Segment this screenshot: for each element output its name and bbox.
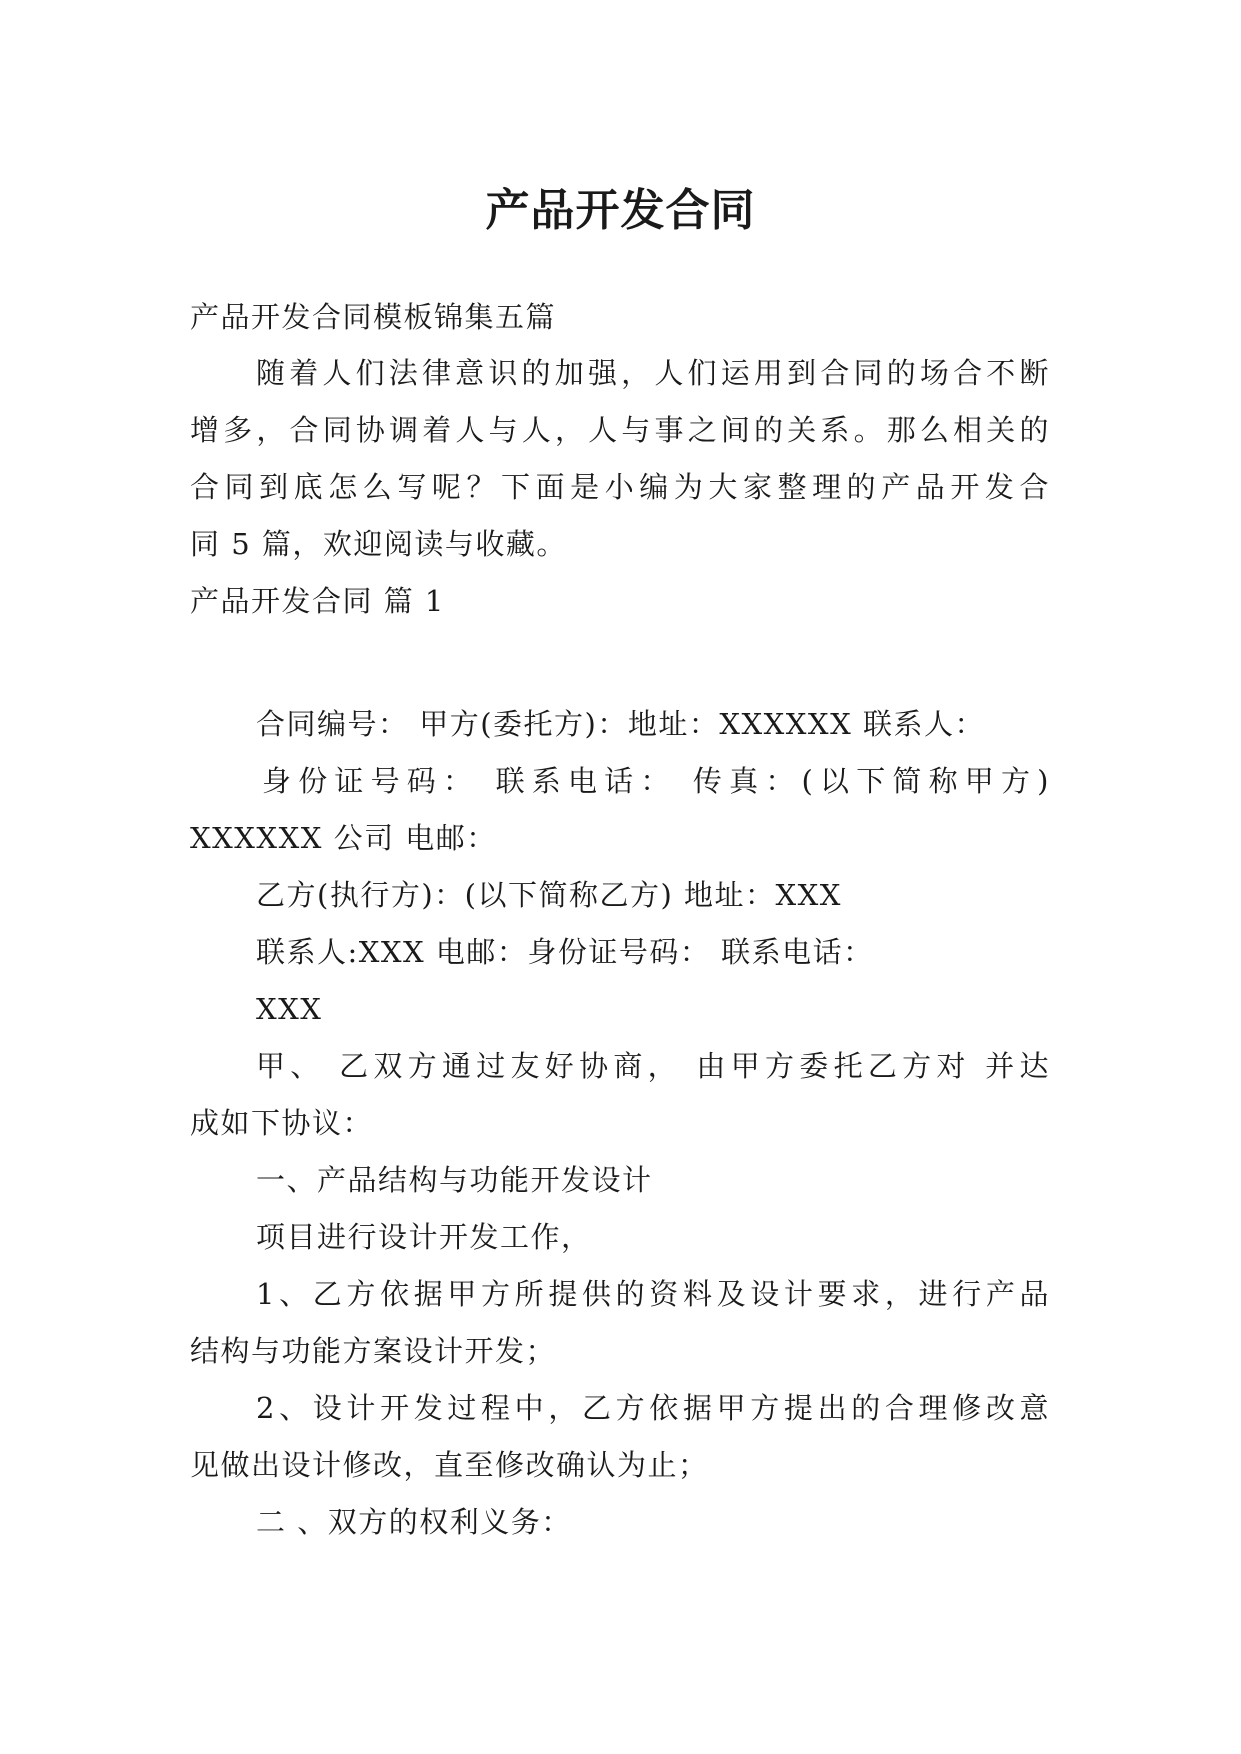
contract-line-3: XXXXXX 公司 电邮： <box>190 821 497 855</box>
contract-line-5: 联系人:XXX 电邮：身份证号码： 联系电话： <box>256 935 874 969</box>
intro-line-4: 同 5 篇，欢迎阅读与收藏。 <box>190 527 567 561</box>
contract-line-6: XXX <box>256 992 323 1026</box>
clause-line-4: 2、设计开发过程中，乙方依据甲方提出的合理修改意 <box>256 1391 1050 1425</box>
clause-heading-1: 一、产品结构与功能开发设计 <box>256 1163 653 1197</box>
contract-line-4: 乙方(执行方)：(以下简称乙方) 地址：XXX <box>256 878 842 912</box>
intro-line-3: 合同到底怎么写呢？下面是小编为大家整理的产品开发合 <box>190 470 1050 504</box>
subtitle-line: 产品开发合同模板锦集五篇 <box>190 300 557 334</box>
contract-line-2: 身份证号码： 联系电话： 传真：(以下简称甲方) <box>262 764 1050 798</box>
intro-line-2: 增多，合同协调着人与人，人与事之间的关系。那么相关的 <box>190 413 1050 447</box>
clause-line-2: 1、乙方依据甲方所提供的资料及设计要求，进行产品 <box>256 1277 1050 1311</box>
document-title: 产品开发合同 <box>485 185 756 237</box>
clause-heading-2: 二 、双方的权利义务： <box>256 1505 572 1539</box>
clause-line-5: 见做出设计修改，直至修改确认为止； <box>190 1448 709 1482</box>
contract-line-8: 成如下协议： <box>190 1106 374 1140</box>
intro-line-1: 随着人们法律意识的加强，人们运用到合同的场合不断 <box>256 356 1050 390</box>
section-heading-part1: 产品开发合同 篇 1 <box>190 584 445 618</box>
clause-line-1: 项目进行设计开发工作， <box>256 1220 592 1254</box>
clause-line-3: 结构与功能方案设计开发； <box>190 1334 557 1368</box>
contract-line-7: 甲、 乙双方通过友好协商， 由甲方委托乙方对 并达 <box>256 1049 1050 1083</box>
contract-line-1: 合同编号： 甲方(委托方)：地址：XXXXXX 联系人： <box>256 707 985 741</box>
